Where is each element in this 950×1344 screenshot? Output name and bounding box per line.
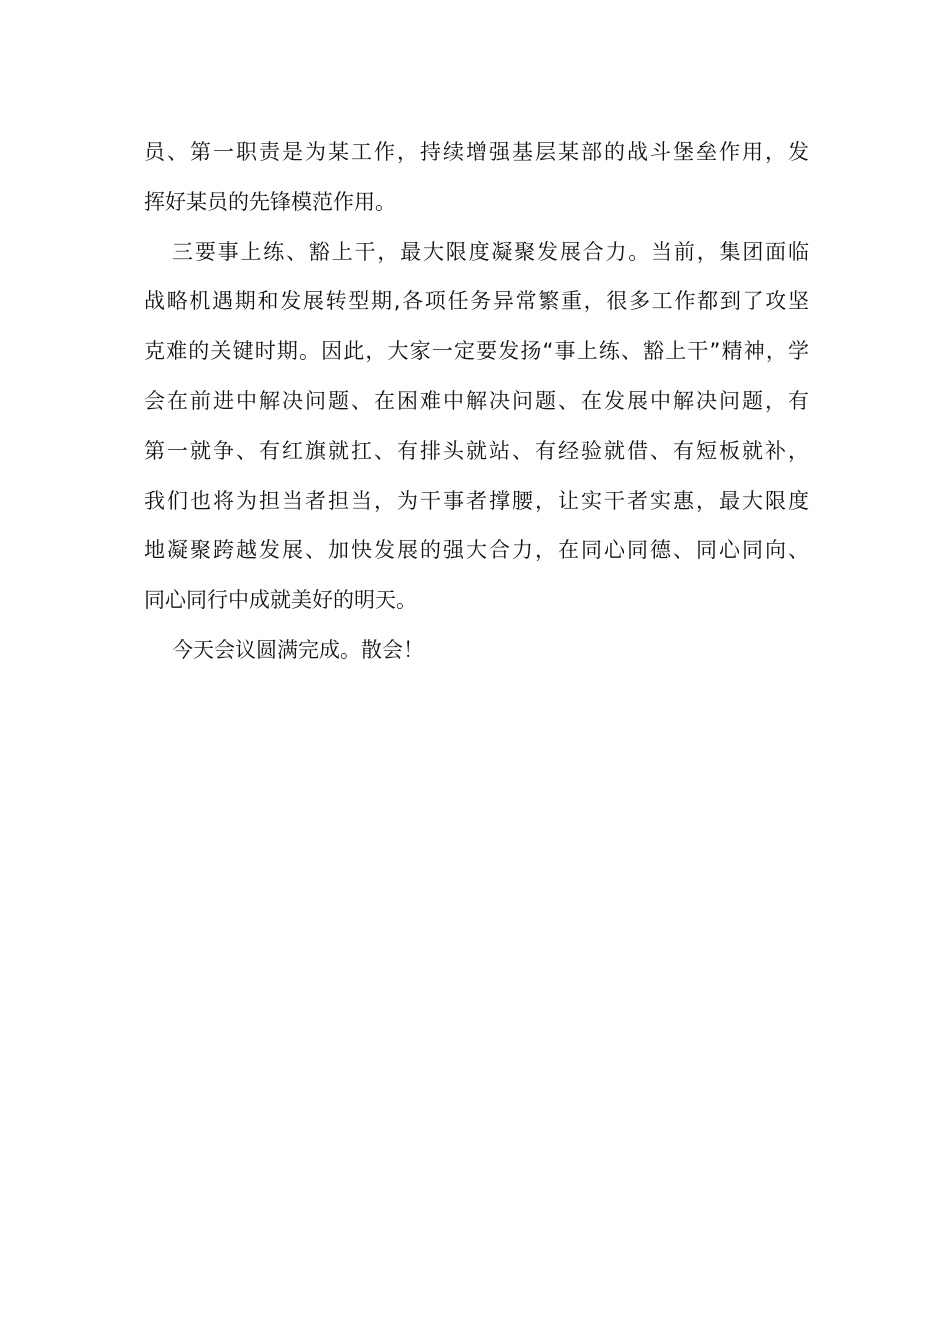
- document-body: [144, 128, 809, 676]
- text-line: 员、第一职责是为某工作，持续增强基层某部的战斗堡垒作用，发: [144, 140, 809, 164]
- text-line: 挥好某员的先锋模范作用。: [144, 189, 396, 214]
- paragraph-3: [144, 626, 809, 676]
- text-line: 第一就争、有红旗就扛、有排头就站、有经验就借、有短板就补，: [144, 438, 809, 463]
- text-line: 克难的关键时期。因此，大家一定要发扬“事上练、豁上干”精神，学: [144, 339, 809, 364]
- text-line: 会在前进中解决问题、在困难中解决问题、在发展中解决问题，有: [144, 388, 809, 413]
- text-line: 今天会议圆满完成。散会！: [172, 637, 424, 662]
- paragraph-2: [144, 228, 809, 626]
- paragraph-1: [144, 128, 809, 228]
- text-line: 地凝聚跨越发展、加快发展的强大合力，在同心同德、同心同向、: [144, 538, 809, 563]
- text-line: 战略机遇期和发展转型期,各项任务异常繁重，很多工作都到了攻坚: [144, 289, 809, 314]
- text-line: 同心同行中成就美好的明天。: [144, 588, 417, 613]
- text-line: 我们也将为担当者担当，为干事者撑腰，让实干者实惠，最大限度: [144, 488, 809, 513]
- text-line: 三要事上练、豁上干，最大限度凝聚发展合力。当前，集团面临: [172, 239, 809, 264]
